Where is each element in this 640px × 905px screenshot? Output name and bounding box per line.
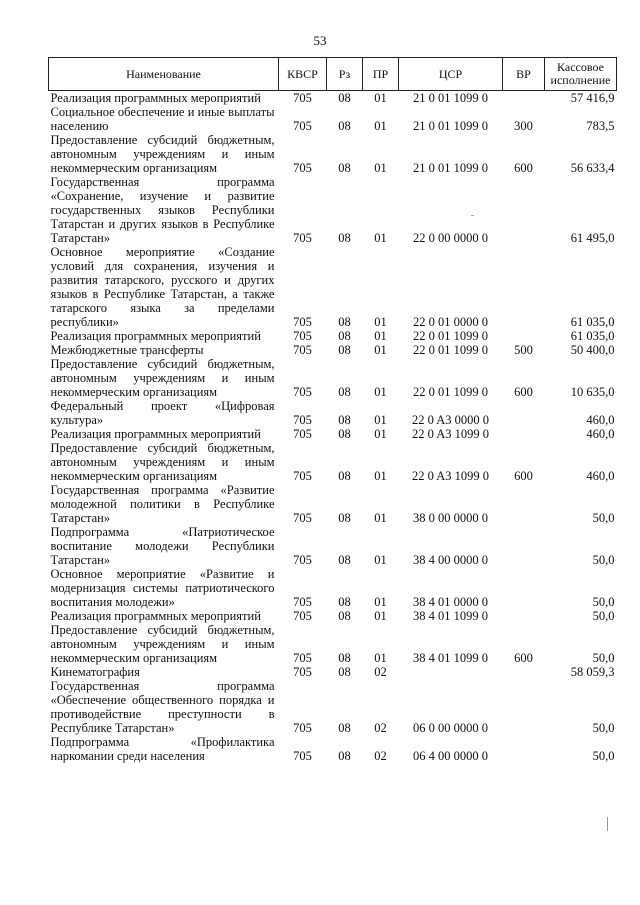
cell-cash-execution: 61 495,0 bbox=[570, 231, 615, 245]
cell-vr bbox=[503, 665, 545, 679]
cell-cash-execution: 50,0 bbox=[592, 651, 615, 665]
cell-pr: 01 bbox=[374, 343, 387, 357]
cell-vr: 500 bbox=[514, 343, 533, 357]
cell-vr bbox=[503, 567, 545, 609]
cell-pr: 01 bbox=[374, 651, 387, 665]
cell-name: Реализация программных мероприятий bbox=[50, 609, 261, 623]
scan-mark bbox=[607, 817, 608, 831]
budget-table bbox=[48, 57, 617, 763]
cell-csr: 22 0 A3 1099 0 bbox=[411, 469, 490, 483]
cell-vr bbox=[503, 735, 545, 763]
cell-cash-execution: 50,0 bbox=[592, 595, 615, 609]
cell-vr: 600 bbox=[514, 469, 533, 483]
cell-cash-execution: 50,0 bbox=[592, 511, 615, 525]
table-row bbox=[49, 735, 617, 763]
cell-kvsr: 705 bbox=[293, 553, 312, 567]
cell-name: Федеральный проект «Цифровая культура» bbox=[50, 399, 275, 427]
cell-rz: 08 bbox=[338, 749, 351, 763]
cell-kvsr: 705 bbox=[293, 511, 312, 525]
cell-csr: 06 4 00 0000 0 bbox=[413, 749, 488, 763]
cell-pr: 01 bbox=[374, 231, 387, 245]
table-row bbox=[49, 427, 617, 441]
cell-kvsr: 705 bbox=[293, 329, 312, 343]
cell-vr: 600 bbox=[514, 385, 533, 399]
cell-name: Предоставление субсидий бюджетным, автономным учреждениям и иным некоммерческим организациям bbox=[50, 441, 275, 483]
table-row bbox=[49, 441, 617, 483]
cell-vr bbox=[503, 245, 545, 329]
cell-pr: 02 bbox=[374, 749, 387, 763]
cell-rz: 08 bbox=[338, 665, 351, 679]
cell-vr: 300 bbox=[514, 119, 533, 133]
cell-csr: 21 0 01 1099 0 bbox=[413, 119, 488, 133]
cell-csr: 22 0 A3 0000 0 bbox=[411, 413, 490, 427]
cell-name: Государственная программа «Обеспечение общественного порядка и противодействие преступности в Республике Татарстан» bbox=[50, 679, 275, 735]
cell-name: Основное мероприятие «Развитие и модернизация системы патриотического воспитания молодежи» bbox=[50, 567, 275, 609]
cell-name: Реализация программных мероприятий bbox=[50, 91, 261, 105]
cell-pr: 01 bbox=[374, 385, 387, 399]
cell-kvsr: 705 bbox=[293, 427, 312, 441]
cell-name: Основное мероприятие «Создание условий для сохранения, изучения и развития татарского, русского и других языков в Республике Татарстан, а также татарского языка за пределами республики» bbox=[50, 245, 275, 329]
cell-pr: 01 bbox=[374, 427, 387, 441]
cell-csr: 22 0 01 0000 0 bbox=[413, 315, 488, 329]
cell-name: Предоставление субсидий бюджетным, автономным учреждениям и иным некоммерческим организациям bbox=[50, 623, 275, 665]
cell-cash-execution: 61 035,0 bbox=[570, 329, 615, 343]
table-row bbox=[49, 343, 617, 357]
header-pr: ПР bbox=[363, 58, 399, 91]
cell-cash-execution: 56 633,4 bbox=[570, 161, 615, 175]
cell-cash-execution: 57 416,9 bbox=[570, 91, 615, 105]
cell-name: Межбюджетные трансферты bbox=[50, 343, 204, 357]
cell-cash-execution: 50,0 bbox=[592, 553, 615, 567]
table-row bbox=[49, 679, 617, 735]
cell-rz: 08 bbox=[338, 119, 351, 133]
cell-cash-execution: 50,0 bbox=[592, 609, 615, 623]
table-row bbox=[49, 91, 617, 106]
cell-vr bbox=[503, 609, 545, 623]
cell-rz: 08 bbox=[338, 91, 351, 105]
header-vr: ВР bbox=[503, 58, 545, 91]
table-row bbox=[49, 105, 617, 133]
table-row bbox=[49, 245, 617, 329]
cell-kvsr: 705 bbox=[293, 595, 312, 609]
cell-rz: 08 bbox=[338, 427, 351, 441]
scan-dot bbox=[471, 215, 474, 216]
cell-csr: 21 0 01 1099 0 bbox=[413, 91, 488, 105]
cell-kvsr: 705 bbox=[293, 343, 312, 357]
cell-vr bbox=[503, 399, 545, 427]
cell-rz: 08 bbox=[338, 161, 351, 175]
table-row bbox=[49, 329, 617, 343]
table-row bbox=[49, 175, 617, 245]
cell-cash-execution: 10 635,0 bbox=[570, 385, 615, 399]
cell-name: Государственная программа «Сохранение, изучение и развитие государственных языков Республики Татарстан и других языков в Республике Татарстан» bbox=[50, 175, 275, 245]
cell-pr: 01 bbox=[374, 595, 387, 609]
cell-rz: 08 bbox=[338, 595, 351, 609]
table-row bbox=[49, 399, 617, 427]
cell-pr: 01 bbox=[374, 329, 387, 343]
cell-name: Социальное обеспечение и иные выплаты населению bbox=[50, 105, 275, 133]
cell-kvsr: 705 bbox=[293, 161, 312, 175]
cell-kvsr: 705 bbox=[293, 413, 312, 427]
cell-name: Предоставление субсидий бюджетным, автономным учреждениям и иным некоммерческим организациям bbox=[50, 357, 275, 399]
header-csr: ЦСР bbox=[399, 58, 503, 91]
cell-kvsr: 705 bbox=[293, 91, 312, 105]
cell-rz: 08 bbox=[338, 385, 351, 399]
cell-csr: 22 0 01 1099 0 bbox=[413, 329, 488, 343]
table-row bbox=[49, 357, 617, 399]
cell-csr: 22 0 01 1099 0 bbox=[413, 343, 488, 357]
cell-vr bbox=[503, 525, 545, 567]
cell-name: Государственная программа «Развитие молодежной политики в Республике Татарстан» bbox=[50, 483, 275, 525]
page-number: 53 bbox=[313, 33, 327, 48]
cell-cash-execution: 460,0 bbox=[586, 469, 615, 483]
cell-rz: 08 bbox=[338, 609, 351, 623]
table-row bbox=[49, 609, 617, 623]
cell-rz: 08 bbox=[338, 553, 351, 567]
cell-cash-execution: 61 035,0 bbox=[570, 315, 615, 329]
table-header bbox=[49, 58, 617, 91]
cell-csr: 06 0 00 0000 0 bbox=[413, 721, 488, 735]
cell-rz: 08 bbox=[338, 469, 351, 483]
cell-csr: 38 4 01 1099 0 bbox=[413, 651, 488, 665]
cell-csr: 22 0 00 0000 0 bbox=[413, 231, 488, 245]
cell-cash-execution: 460,0 bbox=[586, 427, 615, 441]
cell-csr: 38 0 00 0000 0 bbox=[413, 511, 488, 525]
cell-rz: 08 bbox=[338, 315, 351, 329]
cell-kvsr: 705 bbox=[293, 749, 312, 763]
cell-kvsr: 705 bbox=[293, 609, 312, 623]
cell-rz: 08 bbox=[338, 329, 351, 343]
cell-vr bbox=[503, 91, 545, 106]
cell-name: Подпрограмма «Патриотическое воспитание молодежи Республики Татарстан» bbox=[50, 525, 275, 567]
cell-pr: 01 bbox=[374, 413, 387, 427]
cell-pr: 01 bbox=[374, 511, 387, 525]
cell-rz: 08 bbox=[338, 413, 351, 427]
cell-name: Кинематография bbox=[50, 665, 140, 679]
cell-kvsr: 705 bbox=[293, 469, 312, 483]
cell-vr bbox=[503, 483, 545, 525]
cell-name: Реализация программных мероприятий bbox=[50, 329, 261, 343]
cell-cash-execution: 58 059,3 bbox=[570, 665, 615, 679]
cell-name: Реализация программных мероприятий bbox=[50, 427, 261, 441]
cell-csr: 38 4 00 0000 0 bbox=[413, 553, 488, 567]
cell-csr: 38 4 01 0000 0 bbox=[413, 595, 488, 609]
table-body bbox=[49, 91, 617, 764]
header-cash-execution: Кассовое исполнение bbox=[545, 58, 617, 91]
header-rz: Рз bbox=[327, 58, 363, 91]
cell-vr bbox=[503, 175, 545, 245]
cell-csr: 22 0 01 1099 0 bbox=[413, 385, 488, 399]
header-kvsr: КВСР bbox=[279, 58, 327, 91]
cell-vr bbox=[503, 329, 545, 343]
cell-kvsr: 705 bbox=[293, 665, 312, 679]
cell-csr: 21 0 01 1099 0 bbox=[413, 161, 488, 175]
table-row bbox=[49, 567, 617, 609]
cell-cash-execution: 50,0 bbox=[592, 721, 615, 735]
cell-vr: 600 bbox=[514, 651, 533, 665]
cell-pr: 01 bbox=[374, 553, 387, 567]
cell-pr: 01 bbox=[374, 119, 387, 133]
cell-kvsr: 705 bbox=[293, 231, 312, 245]
table-row bbox=[49, 623, 617, 665]
cell-pr: 01 bbox=[374, 161, 387, 175]
cell-kvsr: 705 bbox=[293, 721, 312, 735]
cell-rz: 08 bbox=[338, 721, 351, 735]
cell-csr: 22 0 A3 1099 0 bbox=[411, 427, 490, 441]
cell-pr: 02 bbox=[374, 721, 387, 735]
cell-cash-execution: 50,0 bbox=[592, 749, 615, 763]
cell-cash-execution: 783,5 bbox=[586, 119, 615, 133]
cell-kvsr: 705 bbox=[293, 119, 312, 133]
cell-rz: 08 bbox=[338, 343, 351, 357]
cell-kvsr: 705 bbox=[293, 651, 312, 665]
table-row bbox=[49, 483, 617, 525]
cell-vr: 600 bbox=[514, 161, 533, 175]
cell-pr: 02 bbox=[374, 665, 387, 679]
cell-cash-execution: 50 400,0 bbox=[570, 343, 615, 357]
cell-cash-execution: 460,0 bbox=[586, 413, 615, 427]
cell-pr: 01 bbox=[374, 91, 387, 105]
cell-rz: 08 bbox=[338, 231, 351, 245]
cell-pr: 01 bbox=[374, 315, 387, 329]
header-name: Наименование bbox=[49, 58, 279, 91]
table-row bbox=[49, 665, 617, 679]
cell-csr: 38 4 01 1099 0 bbox=[413, 609, 488, 623]
cell-name: Подпрограмма «Профилактика наркомании среди населения bbox=[50, 735, 275, 763]
header-row bbox=[49, 58, 617, 91]
cell-pr: 01 bbox=[374, 469, 387, 483]
cell-vr bbox=[503, 427, 545, 441]
table-row bbox=[49, 525, 617, 567]
cell-csr bbox=[399, 665, 503, 679]
cell-kvsr: 705 bbox=[293, 315, 312, 329]
cell-kvsr: 705 bbox=[293, 385, 312, 399]
cell-pr: 01 bbox=[374, 609, 387, 623]
cell-rz: 08 bbox=[338, 651, 351, 665]
table-row bbox=[49, 133, 617, 175]
cell-vr bbox=[503, 679, 545, 735]
cell-name: Предоставление субсидий бюджетным, автономным учреждениям и иным некоммерческим организациям bbox=[50, 133, 275, 175]
cell-rz: 08 bbox=[338, 511, 351, 525]
